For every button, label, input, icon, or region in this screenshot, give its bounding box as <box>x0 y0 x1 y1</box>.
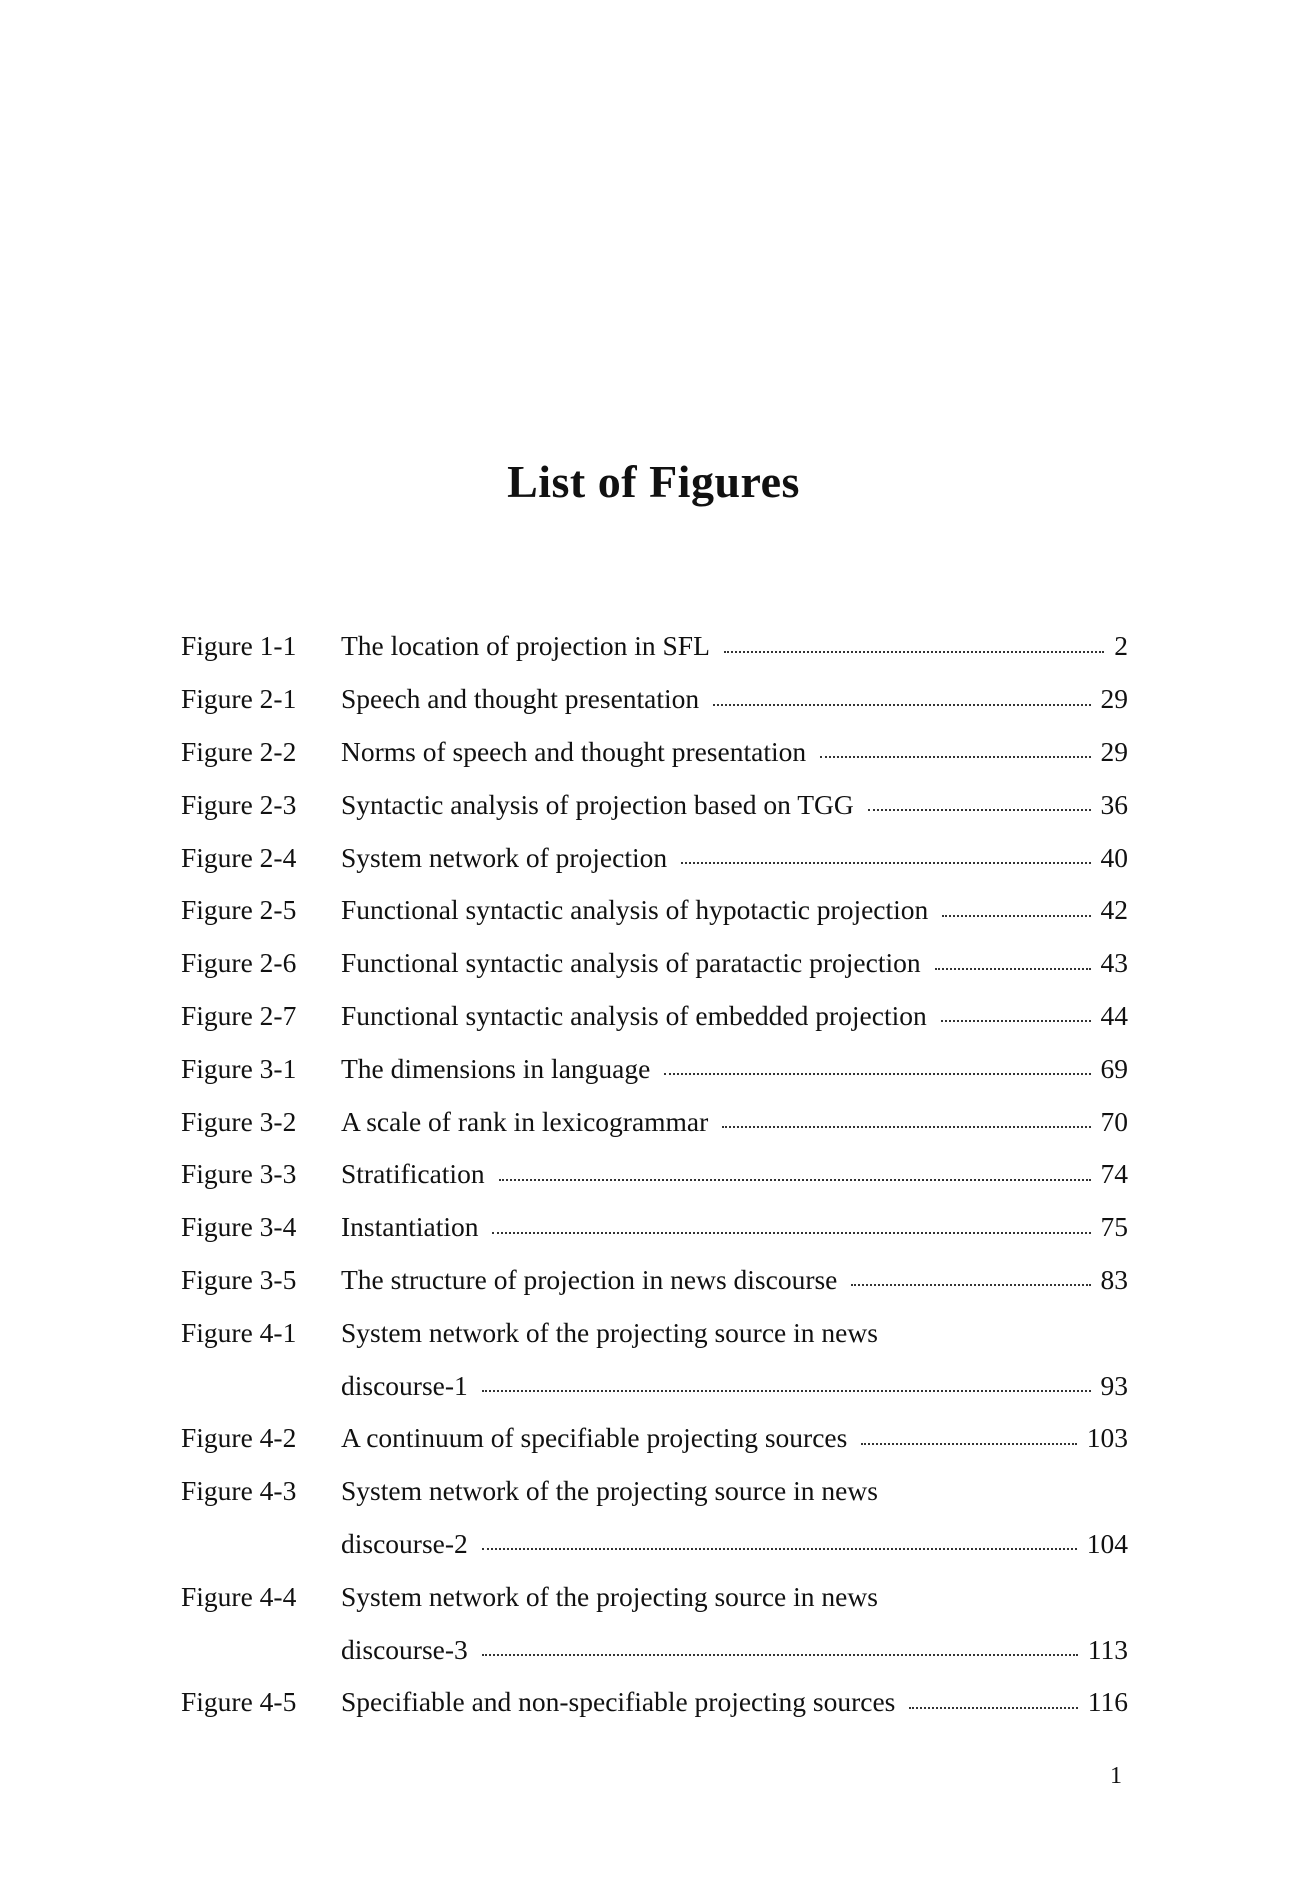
figure-label: Figure 4-5 <box>181 1686 297 1718</box>
figure-entry-row[interactable] <box>181 990 1128 1043</box>
dot-leader <box>681 844 1090 871</box>
figure-label: Figure 3-4 <box>181 1211 297 1243</box>
figure-label: Figure 4-1 <box>181 1316 297 1348</box>
figure-label: Figure 2-5 <box>181 894 297 926</box>
figure-title: discourse-3 <box>341 1633 468 1665</box>
figure-page-number: 83 <box>1100 1263 1128 1295</box>
figure-label: Figure 1-1 <box>181 630 297 662</box>
figure-label: Figure 3-2 <box>181 1105 297 1137</box>
figure-title: System network of projection <box>341 841 668 873</box>
figure-entry-row[interactable] <box>181 1148 1128 1201</box>
dot-leader <box>868 791 1091 818</box>
figure-page-number: 93 <box>1100 1369 1128 1401</box>
figure-label: Figure 4-2 <box>181 1422 297 1454</box>
dot-leader <box>482 1372 1091 1399</box>
figure-entry-row[interactable] <box>181 1676 1128 1729</box>
figure-page-number: 36 <box>1100 788 1128 820</box>
dot-leader <box>492 1214 1090 1241</box>
figure-entry-row[interactable] <box>181 1570 1128 1623</box>
dot-leader <box>909 1689 1077 1716</box>
figure-page-number: 29 <box>1100 735 1128 767</box>
figure-page-number: 69 <box>1100 1052 1128 1084</box>
figure-title: Speech and thought presentation <box>341 683 700 715</box>
figure-label: Figure 3-5 <box>181 1263 297 1295</box>
figure-title: A scale of rank in lexicogrammar <box>341 1105 709 1137</box>
figure-page-number: 44 <box>1100 999 1128 1031</box>
figure-page-number: 42 <box>1100 894 1128 926</box>
figure-entry-row[interactable] <box>181 1254 1128 1307</box>
figure-page-number: 74 <box>1100 1158 1128 1190</box>
dot-leader <box>941 1002 1091 1029</box>
figure-label: Figure 4-4 <box>181 1580 297 1612</box>
dot-leader <box>820 738 1090 765</box>
dot-leader <box>851 1266 1090 1293</box>
figure-label: Figure 3-3 <box>181 1158 297 1190</box>
dot-leader <box>942 897 1090 924</box>
figure-title: The location of projection in SFL <box>341 630 710 662</box>
dot-leader <box>722 1108 1090 1135</box>
dot-leader <box>482 1530 1077 1557</box>
figure-page-number: 113 <box>1087 1633 1128 1665</box>
figure-page-number: 103 <box>1086 1422 1128 1454</box>
figure-label: Figure 2-2 <box>181 735 297 767</box>
figure-page-number: 29 <box>1100 683 1128 715</box>
figure-page-number: 40 <box>1100 841 1128 873</box>
figure-entry-row[interactable] <box>181 1412 1128 1465</box>
dot-leader <box>724 633 1104 660</box>
figure-entry-row[interactable] <box>181 673 1128 726</box>
figure-page-number: 2 <box>1114 630 1128 662</box>
figure-entry-row[interactable] <box>181 937 1128 990</box>
figure-entry-row[interactable] <box>181 1623 1128 1676</box>
figure-entry-row[interactable] <box>181 1095 1128 1148</box>
figure-title: The structure of projection in news discourse <box>341 1263 838 1295</box>
figure-entry-row[interactable] <box>181 884 1128 937</box>
figure-title: Stratification <box>341 1158 485 1190</box>
figure-page-number: 75 <box>1100 1211 1128 1243</box>
figure-page-number: 43 <box>1100 947 1128 979</box>
figure-entry-row[interactable] <box>181 1042 1128 1095</box>
figure-title: Specifiable and non-specifiable projecting sources <box>341 1686 896 1718</box>
figure-title: discourse-1 <box>341 1369 468 1401</box>
figure-entry-row[interactable] <box>181 778 1128 831</box>
figure-entry-row[interactable] <box>181 1518 1128 1571</box>
figure-label: Figure 2-7 <box>181 999 297 1031</box>
figure-label: Figure 2-4 <box>181 841 297 873</box>
figure-page-number: 104 <box>1086 1527 1128 1559</box>
figure-entry-row[interactable] <box>181 1359 1128 1412</box>
figure-title: Instantiation <box>341 1211 479 1243</box>
figure-entry-row[interactable] <box>181 726 1128 779</box>
dot-leader <box>664 1055 1090 1082</box>
page-number: 1 <box>1110 1763 1122 1789</box>
figure-title: Norms of speech and thought presentation <box>341 735 807 767</box>
figure-entry-row[interactable] <box>181 620 1128 673</box>
page-title: List of Figures <box>507 456 800 507</box>
dot-leader <box>935 950 1091 977</box>
figure-entry-row[interactable] <box>181 1306 1128 1359</box>
figure-label: Figure 2-3 <box>181 788 297 820</box>
figure-label: Figure 2-1 <box>181 683 297 715</box>
figure-list <box>181 620 1128 1729</box>
figure-title: System network of the projecting source in news <box>341 1475 878 1507</box>
figure-title: Functional syntactic analysis of embedded projection <box>341 999 927 1031</box>
dot-leader <box>713 686 1090 713</box>
figure-title: discourse-2 <box>341 1527 468 1559</box>
figure-entry-row[interactable] <box>181 1201 1128 1254</box>
figure-page-number: 116 <box>1087 1686 1128 1718</box>
figure-title: System network of the projecting source in news <box>341 1580 878 1612</box>
figure-title: The dimensions in language <box>341 1052 651 1084</box>
figure-label: Figure 4-3 <box>181 1475 297 1507</box>
figure-entry-row[interactable] <box>181 831 1128 884</box>
figure-title: Functional syntactic analysis of paratactic projection <box>341 947 921 979</box>
dot-leader <box>861 1425 1076 1452</box>
figure-entry-row[interactable] <box>181 1465 1128 1518</box>
dot-leader <box>482 1636 1078 1663</box>
dot-leader <box>499 1161 1091 1188</box>
figure-title: A continuum of specifiable projecting sources <box>341 1422 848 1454</box>
figure-page-number: 70 <box>1100 1105 1128 1137</box>
figure-label: Figure 3-1 <box>181 1052 297 1084</box>
figure-title: Functional syntactic analysis of hypotactic projection <box>341 894 929 926</box>
figure-title: System network of the projecting source in news <box>341 1316 878 1348</box>
figure-title: Syntactic analysis of projection based on TGG <box>341 788 854 820</box>
figure-label: Figure 2-6 <box>181 947 297 979</box>
